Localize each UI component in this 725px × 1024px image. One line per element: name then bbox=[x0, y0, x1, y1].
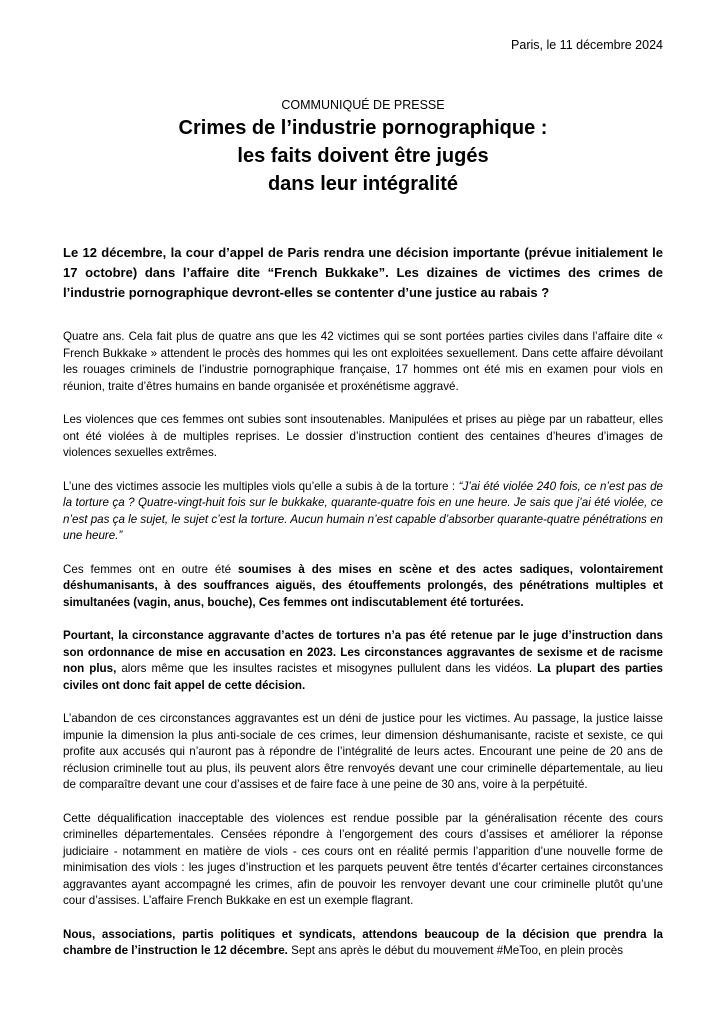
text-run: Quatre ans. Cela fait plus de quatre ans que les 42 victimes qui se sont portées parties civiles dans l’affaire dite « French Bukkake » attendent le procès des hommes qui les ont exploitées sexuellement. Dans cette affaire dévoilant les rouages criminels de l’industrie pornographique française, 17 hommes ont été mis en examen pour viols en réunion, traite d’êtres humains en bande organisée et proxénétisme aggravé. bbox=[63, 330, 663, 393]
text-run: La plupart des parties civiles ont donc fait appel de cette décision. bbox=[63, 662, 663, 692]
paragraph-actes-sadiques bbox=[63, 562, 663, 612]
text-run: Le 12 décembre, la cour d’appel de Paris rendra une décision importante (prévue initialement le 17 octobre) dans l’affaire dite “French Bukkake”. Les dizaines de victimes des crimes de l’industrie pornographique devront-elles se contenter d’une justice au rabais ? bbox=[63, 245, 663, 300]
text-run: Cette déqualification inacceptable des violences est rendue possible par la généralisation récente des cours criminelles départementales. Censées répondre à l’engorgement des cours d’assises et améliorer la réponse judiciaire - notamment en matière de viols - ces cours ont en réalité permis l’apparition d’une nouvelle forme de minimisation des viols : les juges d’instruction et les parquets peuvent être tentés d’écarter certaines circonstances aggravantes ayant accompagné les crimes, afin de pouvoir les renvoyer devant une cour criminelle plutôt qu’une cour d’assises. L’affaire French Bukkake en est un exemple flagrant. bbox=[63, 811, 663, 907]
text-run: “J’ai été violée 240 fois, ce n’est pas de la torture ça ? Quatre-vingt-huit fois sur le bukkake, quarante-quatre fois en une heure. Je sais que j’ai été violée, ce n’est pas ça le sujet, le sujet c’est la torture. Aucun humain n’est capable d’absorber quarante-quatre pénétrations en une heure.” bbox=[63, 479, 663, 542]
paragraph-violences bbox=[63, 412, 663, 462]
document-title bbox=[63, 114, 663, 198]
paragraph-deni-de-justice bbox=[63, 711, 663, 794]
paragraph-dequalification bbox=[63, 811, 663, 910]
text-run: Nous, associations, partis politiques et syndicats, attendons beaucoup de la décision que prendra la chambre de l’instruction le 12 décembre. bbox=[63, 927, 663, 957]
title-line-3: dans leur intégralité bbox=[267, 173, 459, 195]
text-run: L’abandon de ces circonstances aggravantes est un déni de justice pour les victimes. Au passage, la justice laisse impunie la dimension la plus anti-sociale de ces crimes, leur dimension déshumanisante, raciste et sexiste, ce qui profite aux accusés qui n’auront pas à répondre de l’intégralité de leurs actes. Encourant une peine de 20 ans de réclusion criminelle tout au plus, ils peuvent alors être renvoyés devant une cour criminelle départementale, au lieu de comparaître devant une cour d’assises et de faire face à une peine de 30 ans, voire à la perpétuité. bbox=[63, 712, 663, 791]
text-run: L’une des victimes associe les multiples viols qu’elle a subis à de la torture : bbox=[63, 479, 459, 493]
title-line-1: Crimes de l’industrie pornographique : bbox=[178, 117, 548, 139]
paragraph-quatre-ans bbox=[63, 329, 663, 395]
paragraph-circonstance-aggravante bbox=[63, 628, 663, 694]
kicker: COMMUNIQUÉ DE PRESSE bbox=[281, 98, 445, 112]
paragraph-temoignage bbox=[63, 479, 663, 545]
title-line-2: les faits doivent être jugés bbox=[237, 145, 489, 167]
paragraph-conclusion bbox=[63, 927, 663, 960]
text-run: Pourtant, la circonstance aggravante d’actes de tortures n’a pas été retenue par le juge d’instruction dans son ordonnance de mise en accusation en 2023. Les circonstances aggravantes de sexisme et de racisme non plus, bbox=[63, 629, 663, 675]
document-body bbox=[63, 243, 663, 960]
lead-paragraph bbox=[63, 243, 663, 303]
text-run: alors même que les insultes racistes et misogynes pullulent dans les vidéos. bbox=[121, 662, 538, 675]
text-run: Les violences que ces femmes ont subies sont insoutenables. Manipulées et prises au piège par un rabatteur, elles ont été violées à de multiples reprises. Le dossier d’instruction contient des centaines d’heures d’images de violences sexuelles extrêmes. bbox=[63, 413, 663, 459]
dateline: Paris, le 11 décembre 2024 bbox=[511, 38, 663, 52]
text-run: Sept ans après le début du mouvement #MeToo, en plein procès bbox=[291, 944, 624, 957]
text-run: soumises à des mises en scène et des actes sadiques, volontairement déshumanisants, à des souffrances aiguës, des étouffements prolongés, des pénétrations multiples et simultanées (vagin, anus, bouche), Ces femmes ont indiscutablement été torturées. bbox=[63, 562, 663, 609]
text-run: Ces femmes ont en outre été bbox=[63, 562, 238, 576]
